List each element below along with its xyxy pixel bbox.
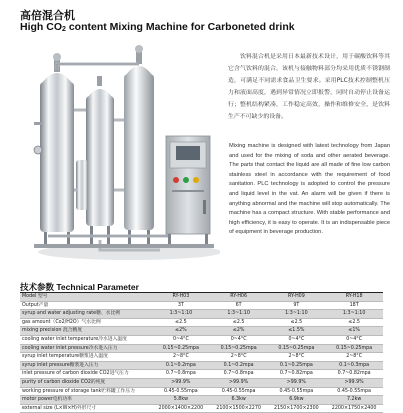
spec-row-label: syrup and water adjusting rate糖、水比例 xyxy=(20,310,152,319)
spec-cell: 0.7~0.8mpa xyxy=(210,370,268,379)
spec-cell: ≤2.5 xyxy=(210,318,268,327)
spec-cell: ≤1.5% xyxy=(268,327,326,336)
spec-cell: 0.7~0.82mpa xyxy=(268,370,326,379)
spec-cell: 0.15~0.25mpa xyxy=(210,344,268,353)
page-title-en xyxy=(20,21,295,33)
spec-cell: 0~4°C xyxy=(325,335,383,344)
left-tank xyxy=(34,53,74,248)
spec-row-label: cooling water inlet temperature冷水进入温度 xyxy=(20,335,152,344)
spec-cell: ≤2.5 xyxy=(152,318,210,327)
right-tank xyxy=(124,45,154,248)
spec-row xyxy=(20,404,383,413)
spec-row-label: cooling water inlet pressure冷水进入压力 xyxy=(20,344,152,353)
spec-cell: 1:3~1:10 xyxy=(152,310,210,319)
spec-row-label: external size (L×W×H)外形尺寸 xyxy=(20,404,152,413)
spec-row-label: inlet pressure of carbon dioxide CO2进气压力 xyxy=(20,370,152,379)
spec-cell: 0.45-0.55mpa xyxy=(152,387,210,396)
spec-cell: 5.8kw xyxy=(152,396,210,405)
spec-row-label: motor power电机功率 xyxy=(20,396,152,405)
spec-cell: 0~4°C xyxy=(268,335,326,344)
spec-cell: 1:3~1:10 xyxy=(268,310,326,319)
spec-cell: ≤2.5 xyxy=(268,318,326,327)
spec-cell: ≤2% xyxy=(152,327,210,336)
spec-cell: >99.9% xyxy=(268,378,326,387)
spec-cell: 6.9kw xyxy=(268,396,326,405)
product-photo xyxy=(20,40,220,280)
spec-cell: 2~8°C xyxy=(268,353,326,362)
spec-cell: 1:3~1:10 xyxy=(325,310,383,319)
spec-cell: >99.9% xyxy=(152,378,210,387)
spec-row xyxy=(20,301,383,310)
spec-cell: ≤2% xyxy=(210,327,268,336)
spec-cell: 2~8°C xyxy=(210,353,268,362)
title-en-pre: High CO xyxy=(20,21,62,33)
spec-cell: 2000×1400×2200 xyxy=(152,404,210,413)
spec-cell: 0.1~0.25mpa xyxy=(268,361,326,370)
base-frame xyxy=(34,244,214,248)
spec-cell: 0.45-0.55mpa xyxy=(325,387,383,396)
model-rh09: RY-H09 xyxy=(268,293,326,301)
description-en: Mixing machine is designed with latest technology from Japan and used for the mixing of soda and other aerated beverage. The parts that contact the liquid are all made of fine low carbon stainless steel in accordance with the requirement of food sanitation. PLC technology is adopted to control the pressure and liquid level in the vat. An alarm will be given if there is anything abnormal and the machine will stop automatically. The machine has a compact structure. With stable performance and high efficiency, it is easy to operate. It is an indispensable piece of equipment in beverage production. xyxy=(229,143,390,236)
model-label: Model 型号 xyxy=(20,293,152,301)
spec-cell: 2150×1700×2300 xyxy=(268,404,326,413)
control-cabinet xyxy=(166,136,210,248)
title-en-post: content Mixing Machine for Carboneted drink xyxy=(65,21,295,33)
spec-row xyxy=(20,353,383,362)
spec-cell: 1:3~1:10 xyxy=(210,310,268,319)
spec-cell: 0.45-0.55mpa xyxy=(210,387,268,396)
title-en-sub: 2 xyxy=(62,26,66,33)
spec-cell: >99.9% xyxy=(210,378,268,387)
spec-cell: 0.1~0.2mpa xyxy=(210,361,268,370)
spec-cell: 0~4°C xyxy=(210,335,268,344)
model-rh06: RY-H06 xyxy=(210,293,268,301)
spec-cell: 6T xyxy=(210,301,268,310)
spec-cell: 2~8°C xyxy=(152,353,210,362)
technical-parameter-heading: 技术参数 Technical Parameter xyxy=(20,282,139,292)
spec-cell: 7.2kw xyxy=(325,396,383,405)
spec-cell: 0.15~0.25mpa xyxy=(152,344,210,353)
spec-row xyxy=(20,318,383,327)
spec-cell: 0.15~0.25mpa xyxy=(268,344,326,353)
spec-row xyxy=(20,387,383,396)
spec-header-row xyxy=(20,293,383,301)
spec-row xyxy=(20,310,383,319)
spec-cell: 18T xyxy=(325,301,383,310)
spec-cell: 0.45-0.55mpa xyxy=(268,387,326,396)
spec-row-label: gas amount（Co2/H2O）气水比例 xyxy=(20,318,152,327)
spec-row xyxy=(20,370,383,379)
spec-cell: 0.1~0.2mpa xyxy=(152,361,210,370)
spec-row-label: mixing precision 混合精度 xyxy=(20,327,152,336)
spec-row-label: Output产量 xyxy=(20,301,152,310)
spec-cell: 2100×1500×2270 xyxy=(210,404,268,413)
spec-row-label: syrup inlet pressure糖浆进入压力 xyxy=(20,361,152,370)
small-vessel xyxy=(76,160,88,210)
model-rh18: RY-H18 xyxy=(325,293,383,301)
spec-cell: 0.1~0.3mpa xyxy=(325,361,383,370)
middle-tank xyxy=(86,76,114,246)
spec-row xyxy=(20,335,383,344)
spec-row xyxy=(20,378,383,387)
spec-row xyxy=(20,344,383,353)
spec-cell: 2200×1750×2400 xyxy=(325,404,383,413)
spec-cell: 2~8°C xyxy=(325,353,383,362)
spec-row xyxy=(20,361,383,370)
spec-cell: 0~4°C xyxy=(152,335,210,344)
model-rh03: RY-H03 xyxy=(152,293,210,301)
spec-cell: >99.9% xyxy=(325,378,383,387)
spec-cell: 6.3kw xyxy=(210,396,268,405)
spec-row xyxy=(20,327,383,336)
spec-row-label: syrup inlet temperature糖浆进入温度 xyxy=(20,353,152,362)
spec-cell: ≤1% xyxy=(325,327,383,336)
description-cn: 饮料混合机是采用日本最新技术设计，用于碳酸饮料等其它含气饮料的混合，该机与接触物料部分均采用优质不锈钢制造，可满足不同需求食品卫生要求。采用PLC技术控制整机压力和液面高度，遇到异常情况立即报警，同时自动停止设备运行；整机结构紧凑，工作稳定高效，操作和维修安全，是饮料生产不可缺少的设备。 xyxy=(228,54,390,120)
spec-table xyxy=(20,293,383,413)
spec-row-label: purity of carbon dioxide CO2的纯度 xyxy=(20,378,152,387)
page-title-cn: 高倍混合机 xyxy=(20,10,75,22)
spec-cell: 0.7~0.82mpa xyxy=(325,370,383,379)
spec-cell: 9T xyxy=(268,301,326,310)
spec-cell: ≤2.5 xyxy=(325,318,383,327)
spec-row-label: working pressure of storage tank贮料罐工作压力 xyxy=(20,387,152,396)
spec-cell: 0.7~0.8mpa xyxy=(152,370,210,379)
spec-cell: 0.15~0.25mpa xyxy=(325,344,383,353)
spec-cell: 3T xyxy=(152,301,210,310)
